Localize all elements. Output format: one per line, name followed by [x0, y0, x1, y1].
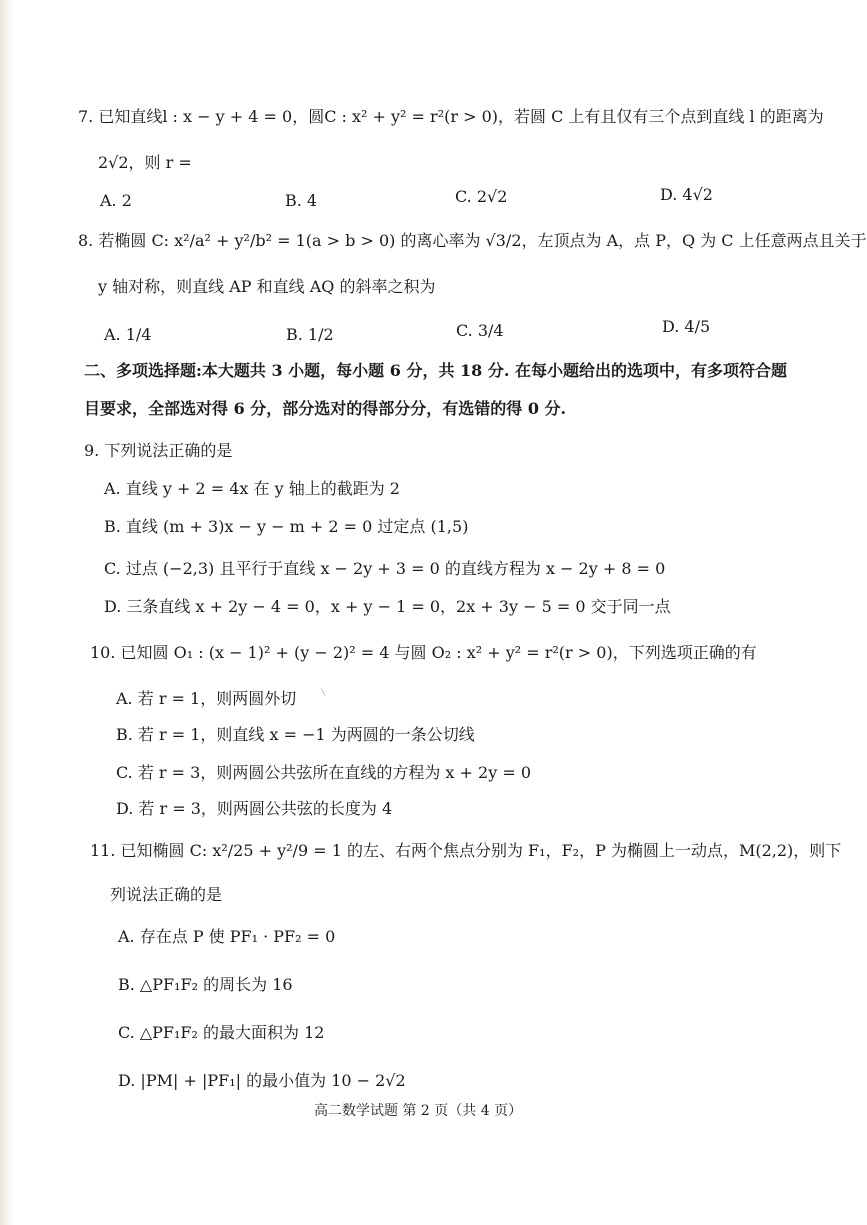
q8-option-b: B. 1/2: [286, 325, 334, 344]
q8-stem-line2: y 轴对称，则直线 AP 和直线 AQ 的斜率之积为: [98, 277, 436, 296]
q7-option-a: A. 2: [100, 191, 132, 210]
q9-option-b: B. 直线 (m + 3)x − y − m + 2 = 0 过定点 (1,5): [104, 517, 469, 536]
q11-stem-line2: 列说法正确的是: [110, 885, 223, 904]
q11-option-c: C. △PF₁F₂ 的最大面积为 12: [118, 1023, 325, 1042]
section2-heading-line1: 二、多项选择题:本大题共 3 小题，每小题 6 分，共 18 分. 在每小题给出的选项中，有多项符合题: [84, 361, 788, 380]
q8-option-c: C. 3/4: [456, 321, 504, 340]
q7-stem-line1: 7. 已知直线l : x − y + 4 = 0，圆C : x² + y² = r²(r > 0)，若圆 C 上有且仅有三个点到直线 l 的距离为: [78, 107, 824, 126]
q10-option-d: D. 若 r = 3，则两圆公共弦的长度为 4: [116, 799, 393, 818]
q8-option-a: A. 1/4: [104, 325, 152, 344]
q11-option-a: A. 存在点 P 使 PF₁ · PF₂ = 0: [118, 927, 336, 946]
q11-option-b: B. △PF₁F₂ 的周长为 16: [118, 975, 293, 994]
q10-option-b: B. 若 r = 1，则直线 x = −1 为两圆的一条公切线: [116, 725, 475, 744]
q10-option-c: C. 若 r = 3，则两圆公共弦所在直线的方程为 x + 2y = 0: [116, 763, 532, 782]
section2-heading-line2: 目要求，全部选对得 6 分，部分选对的得部分分，有选错的得 0 分.: [84, 399, 567, 418]
q7-option-b: B. 4: [285, 191, 318, 210]
q7-option-c: C. 2√2: [455, 187, 508, 206]
q9-option-a: A. 直线 y + 2 = 4x 在 y 轴上的截距为 2: [104, 479, 400, 498]
scan-speck: [321, 684, 333, 695]
q9-option-d: D. 三条直线 x + 2y − 4 = 0，x + y − 1 = 0，2x + 3y − 5 = 0 交于同一点: [104, 597, 671, 616]
q11-stem-line1: 11. 已知椭圆 C: x²/25 + y²/9 = 1 的左、右两个焦点分别为 F₁，F₂，P 为椭圆上一动点，M(2,2)，则下: [90, 841, 842, 860]
q10-option-a: A. 若 r = 1，则两圆外切: [116, 689, 297, 708]
q8-option-d: D. 4/5: [662, 317, 711, 336]
q9-option-c: C. 过点 (−2,3) 且平行于直线 x − 2y + 3 = 0 的直线方程为 x − 2y + 8 = 0: [104, 559, 666, 578]
q7-option-d: D. 4√2: [660, 185, 713, 204]
q11-option-d: D. |PM| + |PF₁| 的最小值为 10 − 2√2: [118, 1071, 406, 1090]
q9-stem: 9. 下列说法正确的是: [84, 441, 233, 460]
q7-stem-line2: 2√2，则 r =: [98, 153, 192, 172]
q8-stem-line1: 8. 若椭圆 C: x²/a² + y²/b² = 1(a > b > 0) 的离心率为 √3/2，左顶点为 A，点 P，Q 为 C 上任意两点且关于: [78, 231, 867, 250]
page-footer: 高二数学试题 第 2 页（共 4 页）: [314, 1103, 523, 1119]
scan-edge-shadow: [0, 0, 14, 1225]
q10-stem: 10. 已知圆 O₁ : (x − 1)² + (y − 2)² = 4 与圆 O₂ : x² + y² = r²(r > 0)，下列选项正确的有: [90, 643, 757, 662]
